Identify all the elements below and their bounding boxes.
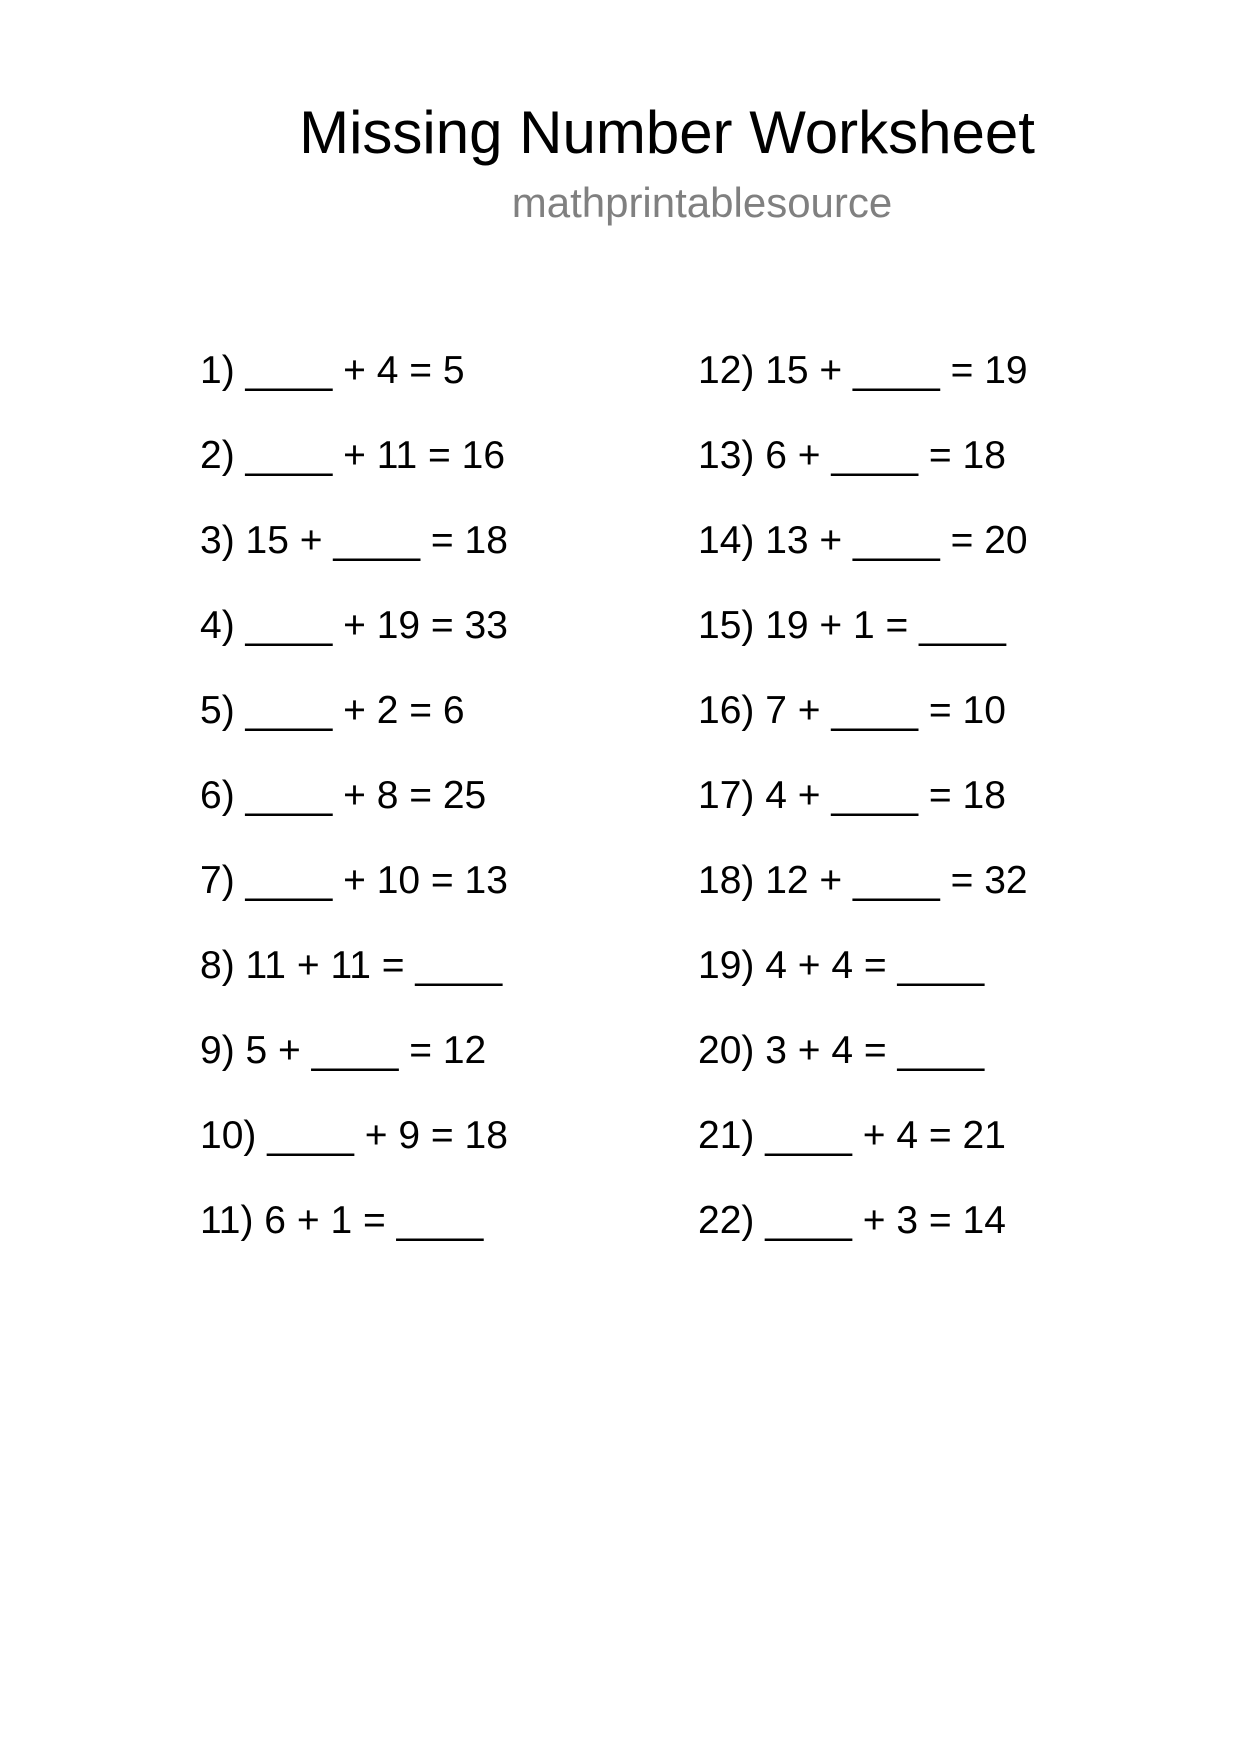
problem-6: 6) ____ + 8 = 25 [200, 774, 487, 817]
problem-12: 12) 15 + ____ = 19 [698, 349, 1028, 392]
problem-3: 3) 15 + ____ = 18 [200, 519, 508, 562]
problem-11: 11) 6 + 1 = ____ [200, 1199, 484, 1242]
problem-17: 17) 4 + ____ = 18 [698, 774, 1006, 817]
problem-19: 19) 4 + 4 = ____ [698, 944, 985, 987]
problem-21: 21) ____ + 4 = 21 [698, 1114, 1006, 1157]
worksheet-title: Missing Number Worksheet [299, 99, 1035, 166]
problem-10: 10) ____ + 9 = 18 [200, 1114, 508, 1157]
problem-1: 1) ____ + 4 = 5 [200, 349, 465, 392]
problem-column-right [698, 346, 1028, 1281]
problem-9: 9) 5 + ____ = 12 [200, 1029, 487, 1072]
problem-15: 15) 19 + 1 = ____ [698, 604, 1006, 647]
worksheet-subtitle: mathprintablesource [511, 179, 893, 226]
problem-8: 8) 11 + 11 = ____ [200, 944, 503, 987]
problem-16: 16) 7 + ____ = 10 [698, 689, 1006, 732]
problem-column-left [200, 346, 508, 1281]
problem-2: 2) ____ + 11 = 16 [200, 434, 506, 477]
problem-14: 14) 13 + ____ = 20 [698, 519, 1028, 562]
problem-4: 4) ____ + 19 = 33 [200, 604, 508, 647]
problem-5: 5) ____ + 2 = 6 [200, 689, 465, 732]
problem-13: 13) 6 + ____ = 18 [698, 434, 1006, 477]
problem-7: 7) ____ + 10 = 13 [200, 859, 508, 902]
problem-18: 18) 12 + ____ = 32 [698, 859, 1028, 902]
problem-20: 20) 3 + 4 = ____ [698, 1029, 985, 1072]
problem-22: 22) ____ + 3 = 14 [698, 1199, 1006, 1242]
